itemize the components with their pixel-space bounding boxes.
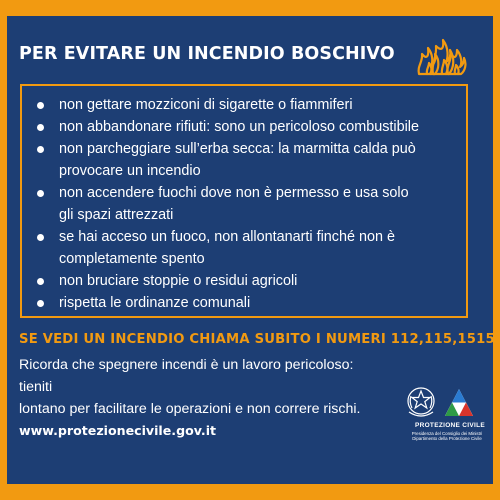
civil-protection-triangle-icon: [442, 386, 476, 420]
rule-text: non parcheggiare sull’erba secca: la marmitta calda può: [59, 141, 416, 157]
rules-box: [20, 84, 468, 318]
bullet-dot: [37, 234, 44, 241]
rule-text: rispetta le ordinanze comunali: [59, 295, 251, 311]
bullet-dot: [37, 300, 44, 307]
rule-text: completamente spento: [59, 251, 205, 267]
advice-line: lontano per facilitare le operazioni e non correre rischi.: [19, 401, 361, 417]
protezione-civile-logo: [400, 384, 490, 454]
rule-item: [36, 138, 456, 182]
flames-icon: [415, 36, 467, 80]
rule-item: [36, 270, 456, 292]
rule-item: [36, 94, 456, 116]
website-link[interactable]: www.protezionecivile.gov.it: [19, 423, 217, 438]
logo-subtitle-line: Presidenza del Consiglio dei Ministri: [411, 431, 483, 436]
logo-subtitle: [404, 431, 490, 442]
bullet-dot: [37, 146, 44, 153]
rule-text: non gettare mozziconi di sigarette o fiammiferi: [59, 97, 353, 113]
rule-text: gli spazi attrezzati: [59, 207, 174, 223]
poster-title: PER EVITARE UN INCENDIO BOSCHIVO: [19, 44, 395, 64]
rules-list: [36, 94, 456, 314]
bullet-dot: [37, 278, 44, 285]
emergency-numbers-callout: SE VEDI UN INCENDIO CHIAMA SUBITO I NUMERI 112,115,1515: [19, 332, 495, 347]
republic-emblem-icon: [405, 384, 437, 420]
safety-advice: [19, 354, 379, 420]
advice-line: Ricorda che spegnere incendi è un lavoro pericoloso: tieniti: [19, 357, 354, 395]
logo-subtitle-line: Dipartimento della Protezione Civile: [412, 436, 482, 442]
rule-text: non bruciare stoppie o residui agricoli: [59, 273, 298, 289]
bullet-dot: [37, 102, 44, 109]
rule-text: non abbandonare rifiuti: sono un pericoloso combustibile: [59, 119, 419, 135]
rule-item: [36, 226, 456, 270]
logo-name: PROTEZIONE CIVILE: [414, 422, 486, 429]
rule-text: provocare un incendio: [59, 163, 201, 179]
rule-item: [36, 292, 456, 314]
rule-item: [36, 116, 456, 138]
bullet-dot: [37, 190, 44, 197]
bullet-dot: [37, 124, 44, 131]
rule-item: [36, 182, 456, 226]
rule-text: se hai acceso un fuoco, non allontanarti finché non è: [59, 229, 396, 245]
rule-text: non accendere fuochi dove non è permesso e usa solo: [59, 185, 409, 201]
